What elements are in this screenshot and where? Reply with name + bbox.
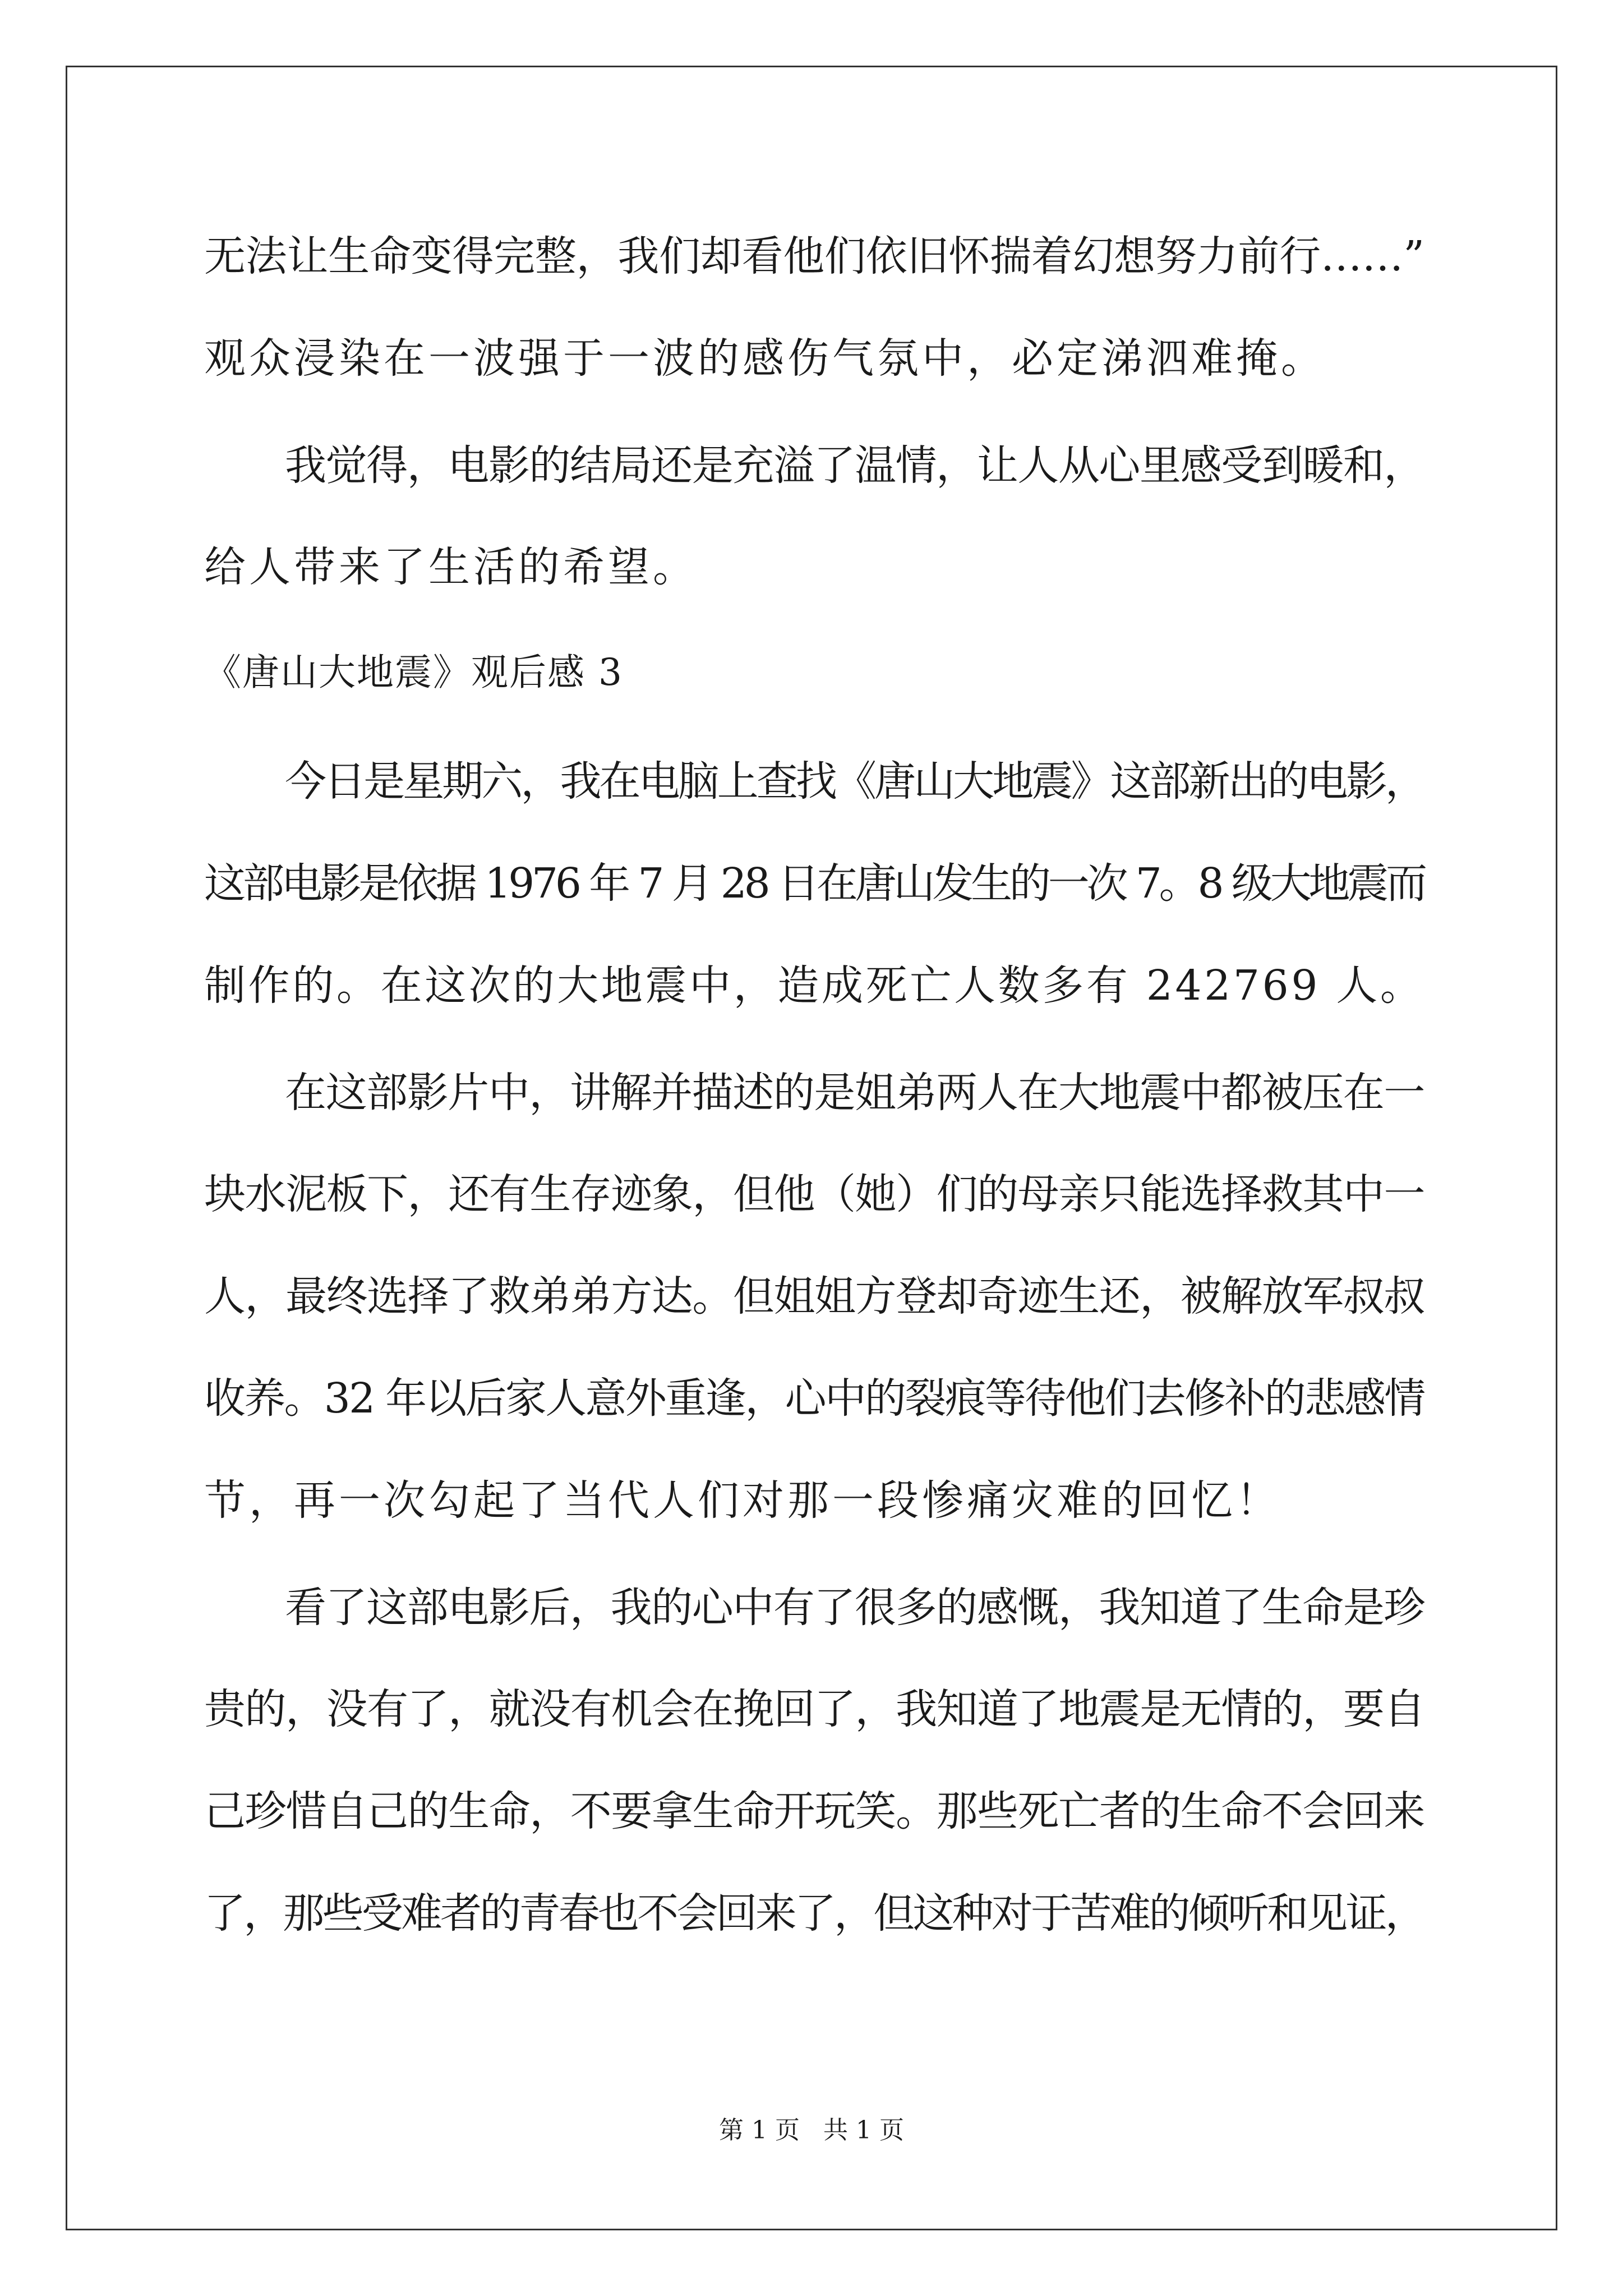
paragraph-start-line: 我觉得，电影的结局还是充溢了温情，让人从心里感受到暖和， <box>285 441 1424 490</box>
paragraph-start-line: 今日是星期六，我在电脑上查找《唐山大地震》这部新出的电影， <box>285 757 1424 806</box>
body-line: 制作的。在这次的大地震中，造成死亡人数多有 242769 人。 <box>204 961 1424 1010</box>
body-line: 块水泥板下，还有生存迹象，但他（她）们的母亲只能选择救其中一 <box>204 1170 1424 1218</box>
paragraph-start-line: 看了这部电影后，我的心中有了很多的感慨，我知道了生命是珍 <box>285 1584 1424 1632</box>
paragraph-start-line: 在这部影片中，讲解并描述的是姐弟两人在大地震中都被压在一 <box>285 1069 1424 1117</box>
body-line: 己珍惜自己的生命，不要拿生命开玩笑。那些死亡者的生命不会回来 <box>204 1787 1424 1835</box>
body-line: 观众浸染在一波强于一波的感伤气氛中，必定涕泗难掩。 <box>204 334 1326 383</box>
page-number-footer: 第 1 页 共 1 页 <box>719 2116 904 2145</box>
body-line: 给人带来了生活的希望。 <box>204 543 698 591</box>
body-line: 贵的，没有了，就没有机会在挽回了，我知道了地震是无情的，要自 <box>204 1685 1424 1733</box>
body-line: 了，那些受难者的青春也不会回来了，但这种对于苦难的倾听和见证， <box>204 1889 1424 1938</box>
body-line: 无法让生命变得完整，我们却看他们依旧怀揣着幻想努力前行……” <box>204 232 1424 280</box>
body-line: 人，最终选择了救弟弟方达。但姐姐方登却奇迹生还，被解放军叔叔 <box>204 1272 1424 1320</box>
body-line: 收养。32 年以后家人意外重逢，心中的裂痕等待他们去修补的悲感情 <box>204 1374 1424 1423</box>
body-line: 节，再一次勾起了当代人们对那一段惨痛灾难的回忆！ <box>204 1476 1281 1525</box>
section-heading: 《唐山大地震》观后感 3 <box>204 651 623 694</box>
body-line: 这部电影是依据 1976 年 7 月 28 日在唐山发生的一次 7。8 级大地震而 <box>204 859 1424 908</box>
